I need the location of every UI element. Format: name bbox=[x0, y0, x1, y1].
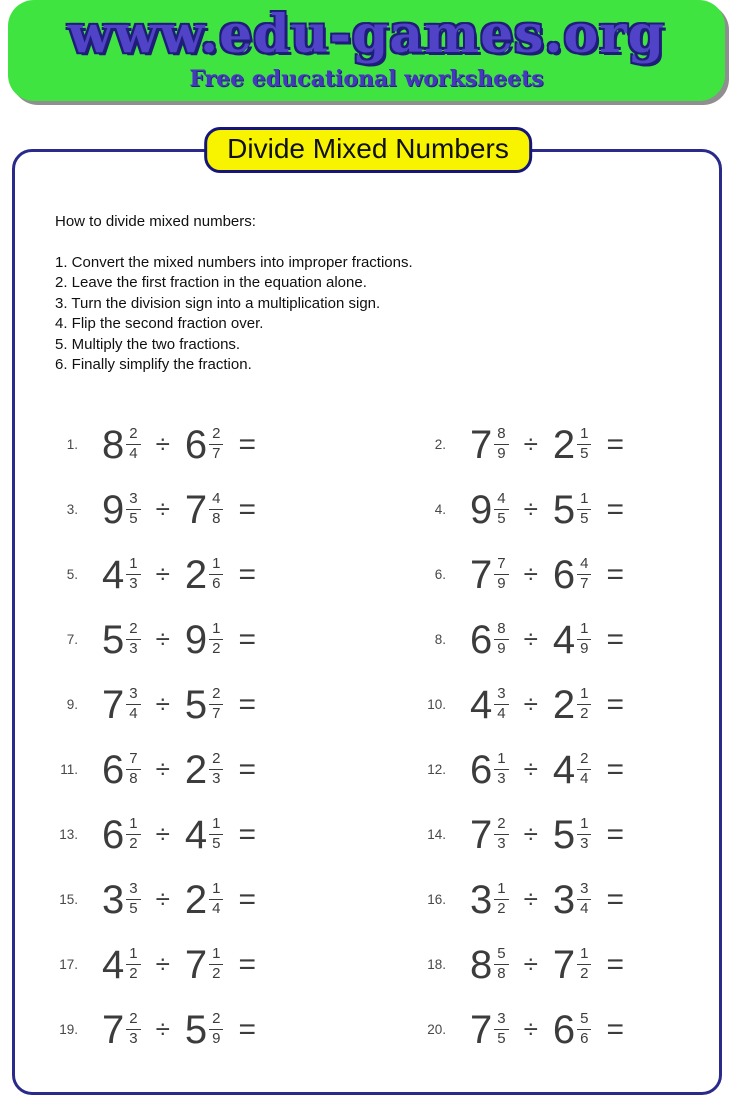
fraction-denominator: 8 bbox=[212, 510, 221, 527]
whole-number: 9 bbox=[184, 617, 208, 662]
fraction-denominator: 9 bbox=[497, 445, 506, 462]
equals-sign: = bbox=[238, 752, 256, 786]
fraction-numerator: 4 bbox=[577, 556, 591, 575]
problem-row bbox=[42, 877, 410, 922]
whole-number: 7 bbox=[102, 1007, 125, 1052]
fraction-denominator: 3 bbox=[497, 770, 506, 787]
problem-expression bbox=[102, 877, 256, 922]
problems-grid bbox=[42, 412, 702, 1062]
fraction bbox=[577, 816, 591, 853]
fraction-denominator: 5 bbox=[129, 900, 138, 917]
fraction-numerator: 8 bbox=[494, 621, 508, 640]
fraction-numerator: 4 bbox=[209, 491, 223, 510]
fraction bbox=[126, 946, 140, 983]
equals-sign: = bbox=[606, 622, 624, 656]
fraction-denominator: 6 bbox=[580, 1030, 589, 1047]
whole-number: 8 bbox=[470, 942, 493, 987]
fraction bbox=[126, 491, 140, 528]
problem-number: 11. bbox=[60, 762, 78, 777]
division-sign: ÷ bbox=[523, 494, 538, 524]
fraction bbox=[577, 491, 591, 528]
whole-number: 6 bbox=[102, 747, 125, 792]
fraction bbox=[577, 556, 591, 593]
fraction-numerator: 2 bbox=[126, 426, 140, 445]
problem-row bbox=[42, 617, 410, 662]
equals-sign: = bbox=[238, 492, 256, 526]
whole-number: 4 bbox=[552, 617, 576, 662]
fraction-denominator: 3 bbox=[580, 835, 589, 852]
fraction-numerator: 1 bbox=[494, 751, 508, 770]
equals-sign: = bbox=[238, 817, 256, 851]
problem-number: 7. bbox=[66, 632, 78, 647]
fraction bbox=[126, 426, 140, 463]
fraction-denominator: 9 bbox=[497, 575, 506, 592]
whole-number: 2 bbox=[184, 747, 208, 792]
fraction-denominator: 5 bbox=[129, 510, 138, 527]
problem-number: 14. bbox=[427, 827, 446, 842]
problem-expression bbox=[470, 617, 624, 662]
equals-sign: = bbox=[238, 947, 256, 981]
problem-number: 2. bbox=[434, 437, 446, 452]
fraction bbox=[577, 751, 591, 788]
problem-expression bbox=[102, 422, 256, 467]
fraction bbox=[126, 556, 140, 593]
fraction-denominator: 7 bbox=[212, 445, 221, 462]
whole-number: 2 bbox=[552, 682, 576, 727]
fraction bbox=[209, 621, 223, 658]
fraction-denominator: 3 bbox=[129, 640, 138, 657]
fraction-denominator: 3 bbox=[129, 1030, 138, 1047]
fraction bbox=[494, 816, 508, 853]
fraction-denominator: 7 bbox=[212, 705, 221, 722]
fraction-denominator: 5 bbox=[497, 1030, 506, 1047]
fraction-numerator: 2 bbox=[577, 751, 591, 770]
problem-row bbox=[42, 1007, 410, 1052]
fraction-denominator: 2 bbox=[129, 835, 138, 852]
fraction-denominator: 3 bbox=[129, 575, 138, 592]
whole-number: 7 bbox=[102, 682, 125, 727]
whole-number: 6 bbox=[552, 1007, 576, 1052]
equals-sign: = bbox=[238, 622, 256, 656]
problem-number: 5. bbox=[66, 567, 78, 582]
instruction-step: 6. Finally simplify the fraction. bbox=[55, 356, 252, 373]
whole-number: 3 bbox=[102, 877, 125, 922]
fraction-denominator: 2 bbox=[129, 965, 138, 982]
equals-sign: = bbox=[606, 1012, 624, 1046]
fraction-numerator: 2 bbox=[209, 1011, 223, 1030]
problem-row bbox=[42, 422, 410, 467]
fraction-numerator: 2 bbox=[126, 621, 140, 640]
division-sign: ÷ bbox=[523, 689, 538, 719]
fraction-denominator: 3 bbox=[212, 770, 221, 787]
fraction-denominator: 2 bbox=[212, 965, 221, 982]
division-sign: ÷ bbox=[523, 949, 538, 979]
whole-number: 4 bbox=[102, 942, 125, 987]
equals-sign: = bbox=[238, 882, 256, 916]
whole-number: 2 bbox=[184, 877, 208, 922]
fraction bbox=[126, 881, 140, 918]
fraction-numerator: 1 bbox=[209, 946, 223, 965]
fraction-denominator: 3 bbox=[497, 835, 506, 852]
division-sign: ÷ bbox=[155, 689, 170, 719]
fraction-denominator: 8 bbox=[497, 965, 506, 982]
problem-row bbox=[410, 617, 702, 662]
whole-number: 2 bbox=[184, 552, 208, 597]
division-sign: ÷ bbox=[155, 429, 170, 459]
fraction bbox=[126, 751, 140, 788]
whole-number: 5 bbox=[184, 1007, 208, 1052]
division-sign: ÷ bbox=[523, 1014, 538, 1044]
problem-number: 12. bbox=[427, 762, 446, 777]
fraction-numerator: 1 bbox=[126, 556, 140, 575]
problem-expression bbox=[470, 877, 624, 922]
whole-number: 3 bbox=[470, 877, 493, 922]
fraction-numerator: 3 bbox=[126, 686, 140, 705]
fraction-numerator: 3 bbox=[494, 686, 508, 705]
whole-number: 4 bbox=[102, 552, 125, 597]
problem-row bbox=[410, 1007, 702, 1052]
fraction bbox=[494, 751, 508, 788]
problem-expression bbox=[102, 617, 256, 662]
fraction bbox=[209, 946, 223, 983]
problem-expression bbox=[102, 747, 256, 792]
whole-number: 7 bbox=[470, 552, 493, 597]
fraction-numerator: 1 bbox=[126, 816, 140, 835]
fraction-numerator: 2 bbox=[494, 816, 508, 835]
fraction-numerator: 1 bbox=[209, 621, 223, 640]
fraction-numerator: 1 bbox=[577, 686, 591, 705]
fraction-numerator: 7 bbox=[494, 556, 508, 575]
fraction-numerator: 1 bbox=[126, 946, 140, 965]
problem-expression bbox=[470, 552, 624, 597]
fraction bbox=[494, 426, 508, 463]
fraction-numerator: 5 bbox=[494, 946, 508, 965]
fraction-numerator: 8 bbox=[494, 426, 508, 445]
problem-expression bbox=[470, 942, 624, 987]
whole-number: 4 bbox=[184, 812, 208, 857]
fraction-numerator: 1 bbox=[209, 556, 223, 575]
problem-expression bbox=[470, 1007, 624, 1052]
fraction-numerator: 1 bbox=[577, 621, 591, 640]
fraction-numerator: 1 bbox=[577, 426, 591, 445]
fraction bbox=[126, 686, 140, 723]
whole-number: 6 bbox=[184, 422, 208, 467]
fraction-denominator: 8 bbox=[129, 770, 138, 787]
division-sign: ÷ bbox=[155, 884, 170, 914]
division-sign: ÷ bbox=[155, 754, 170, 784]
fraction-denominator: 4 bbox=[129, 445, 138, 462]
fraction-numerator: 1 bbox=[209, 881, 223, 900]
division-sign: ÷ bbox=[155, 1014, 170, 1044]
site-logo-text: www.edu-games.org bbox=[68, 4, 665, 65]
fraction-numerator: 1 bbox=[209, 816, 223, 835]
problem-expression bbox=[102, 812, 256, 857]
problem-row bbox=[42, 747, 410, 792]
instructions-heading: How to divide mixed numbers: bbox=[55, 213, 256, 230]
fraction bbox=[494, 491, 508, 528]
fraction-numerator: 1 bbox=[577, 491, 591, 510]
fraction-denominator: 4 bbox=[580, 770, 589, 787]
fraction-numerator: 4 bbox=[494, 491, 508, 510]
fraction-denominator: 9 bbox=[212, 1030, 221, 1047]
problem-number: 4. bbox=[434, 502, 446, 517]
whole-number: 9 bbox=[470, 487, 493, 532]
problem-number: 20. bbox=[427, 1022, 446, 1037]
whole-number: 6 bbox=[102, 812, 125, 857]
equals-sign: = bbox=[606, 752, 624, 786]
problem-row bbox=[410, 682, 702, 727]
fraction-numerator: 3 bbox=[126, 491, 140, 510]
problem-expression bbox=[102, 487, 256, 532]
fraction-denominator: 5 bbox=[580, 510, 589, 527]
fraction bbox=[209, 1011, 223, 1048]
fraction-denominator: 5 bbox=[212, 835, 221, 852]
problem-expression bbox=[470, 682, 624, 727]
problem-row bbox=[42, 552, 410, 597]
equals-sign: = bbox=[238, 687, 256, 721]
fraction bbox=[577, 881, 591, 918]
fraction bbox=[494, 621, 508, 658]
fraction-numerator: 7 bbox=[126, 751, 140, 770]
fraction-denominator: 2 bbox=[497, 900, 506, 917]
fraction-denominator: 7 bbox=[580, 575, 589, 592]
problem-row bbox=[410, 422, 702, 467]
fraction bbox=[209, 426, 223, 463]
fraction bbox=[209, 751, 223, 788]
whole-number: 7 bbox=[184, 487, 208, 532]
problem-expression bbox=[102, 552, 256, 597]
fraction-numerator: 1 bbox=[494, 881, 508, 900]
problem-number: 6. bbox=[434, 567, 446, 582]
whole-number: 7 bbox=[470, 422, 493, 467]
whole-number: 7 bbox=[184, 942, 208, 987]
problem-number: 9. bbox=[66, 697, 78, 712]
division-sign: ÷ bbox=[155, 559, 170, 589]
division-sign: ÷ bbox=[155, 494, 170, 524]
fraction bbox=[494, 556, 508, 593]
fraction-denominator: 2 bbox=[580, 965, 589, 982]
division-sign: ÷ bbox=[155, 819, 170, 849]
problem-row bbox=[42, 812, 410, 857]
equals-sign: = bbox=[606, 557, 624, 591]
division-sign: ÷ bbox=[523, 559, 538, 589]
problem-number: 10. bbox=[427, 697, 446, 712]
worksheet-title: Divide Mixed Numbers bbox=[204, 127, 532, 173]
division-sign: ÷ bbox=[155, 949, 170, 979]
problem-row bbox=[410, 942, 702, 987]
whole-number: 9 bbox=[102, 487, 125, 532]
problem-number: 16. bbox=[427, 892, 446, 907]
fraction-denominator: 4 bbox=[580, 900, 589, 917]
fraction-numerator: 5 bbox=[577, 1011, 591, 1030]
division-sign: ÷ bbox=[523, 624, 538, 654]
problem-expression bbox=[102, 942, 256, 987]
whole-number: 6 bbox=[552, 552, 576, 597]
problem-number: 3. bbox=[66, 502, 78, 517]
fraction-denominator: 4 bbox=[129, 705, 138, 722]
division-sign: ÷ bbox=[523, 819, 538, 849]
fraction-denominator: 5 bbox=[497, 510, 506, 527]
fraction bbox=[494, 946, 508, 983]
division-sign: ÷ bbox=[523, 429, 538, 459]
fraction bbox=[494, 881, 508, 918]
whole-number: 8 bbox=[102, 422, 125, 467]
fraction-denominator: 9 bbox=[497, 640, 506, 657]
whole-number: 6 bbox=[470, 747, 493, 792]
fraction-denominator: 2 bbox=[212, 640, 221, 657]
fraction-numerator: 3 bbox=[577, 881, 591, 900]
division-sign: ÷ bbox=[523, 884, 538, 914]
problem-number: 19. bbox=[59, 1022, 78, 1037]
problem-number: 13. bbox=[59, 827, 78, 842]
fraction-numerator: 2 bbox=[209, 751, 223, 770]
whole-number: 7 bbox=[552, 942, 576, 987]
problem-expression bbox=[470, 747, 624, 792]
problem-expression bbox=[470, 422, 624, 467]
problem-row bbox=[410, 487, 702, 532]
fraction-denominator: 6 bbox=[212, 575, 221, 592]
fraction-denominator: 9 bbox=[580, 640, 589, 657]
fraction-denominator: 5 bbox=[580, 445, 589, 462]
fraction-numerator: 3 bbox=[494, 1011, 508, 1030]
whole-number: 7 bbox=[470, 812, 493, 857]
problem-expression bbox=[470, 487, 624, 532]
instruction-step: 2. Leave the first fraction in the equation alone. bbox=[55, 274, 367, 291]
fraction bbox=[577, 426, 591, 463]
fraction bbox=[577, 946, 591, 983]
instruction-step: 4. Flip the second fraction over. bbox=[55, 315, 264, 332]
problem-expression bbox=[470, 812, 624, 857]
equals-sign: = bbox=[238, 557, 256, 591]
whole-number: 5 bbox=[102, 617, 125, 662]
fraction-numerator: 1 bbox=[577, 816, 591, 835]
problem-row bbox=[42, 487, 410, 532]
division-sign: ÷ bbox=[155, 624, 170, 654]
problem-number: 1. bbox=[66, 437, 78, 452]
whole-number: 3 bbox=[552, 877, 576, 922]
problem-number: 17. bbox=[59, 957, 78, 972]
fraction-numerator: 2 bbox=[209, 686, 223, 705]
problem-row bbox=[410, 747, 702, 792]
fraction-numerator: 1 bbox=[577, 946, 591, 965]
fraction-numerator: 2 bbox=[126, 1011, 140, 1030]
fraction-denominator: 2 bbox=[580, 705, 589, 722]
equals-sign: = bbox=[606, 947, 624, 981]
whole-number: 5 bbox=[552, 487, 576, 532]
division-sign: ÷ bbox=[523, 754, 538, 784]
equals-sign: = bbox=[606, 882, 624, 916]
fraction-numerator: 3 bbox=[126, 881, 140, 900]
whole-number: 5 bbox=[184, 682, 208, 727]
fraction-numerator: 2 bbox=[209, 426, 223, 445]
instruction-step: 1. Convert the mixed numbers into improper fractions. bbox=[55, 253, 413, 271]
problem-number: 15. bbox=[59, 892, 78, 907]
fraction bbox=[577, 686, 591, 723]
fraction-denominator: 4 bbox=[212, 900, 221, 917]
fraction bbox=[209, 491, 223, 528]
fraction bbox=[126, 1011, 140, 1048]
whole-number: 4 bbox=[552, 747, 576, 792]
instruction-step: 3. Turn the division sign into a multiplication sign. bbox=[55, 294, 381, 312]
fraction bbox=[209, 816, 223, 853]
fraction bbox=[577, 621, 591, 658]
fraction bbox=[209, 686, 223, 723]
problem-row bbox=[42, 942, 410, 987]
equals-sign: = bbox=[606, 817, 624, 851]
equals-sign: = bbox=[238, 427, 256, 461]
equals-sign: = bbox=[606, 492, 624, 526]
equals-sign: = bbox=[606, 687, 624, 721]
site-tagline: Free educational worksheets bbox=[189, 65, 544, 92]
problem-row bbox=[410, 812, 702, 857]
problem-row bbox=[410, 877, 702, 922]
equals-sign: = bbox=[606, 427, 624, 461]
problem-row bbox=[410, 552, 702, 597]
fraction bbox=[209, 556, 223, 593]
problem-number: 8. bbox=[434, 632, 446, 647]
whole-number: 4 bbox=[470, 682, 493, 727]
fraction bbox=[126, 816, 140, 853]
fraction bbox=[209, 881, 223, 918]
instructions-block bbox=[55, 212, 413, 376]
instruction-step: 5. Multiply the two fractions. bbox=[55, 335, 241, 353]
fraction bbox=[126, 621, 140, 658]
fraction bbox=[577, 1011, 591, 1048]
problem-row bbox=[42, 682, 410, 727]
site-banner bbox=[8, 0, 725, 101]
fraction bbox=[494, 686, 508, 723]
whole-number: 2 bbox=[552, 422, 576, 467]
problem-expression bbox=[102, 1007, 256, 1052]
problem-number: 18. bbox=[427, 957, 446, 972]
whole-number: 7 bbox=[470, 1007, 493, 1052]
fraction-denominator: 4 bbox=[497, 705, 506, 722]
whole-number: 6 bbox=[470, 617, 493, 662]
problem-expression bbox=[102, 682, 256, 727]
whole-number: 5 bbox=[552, 812, 576, 857]
equals-sign: = bbox=[238, 1012, 256, 1046]
fraction bbox=[494, 1011, 508, 1048]
